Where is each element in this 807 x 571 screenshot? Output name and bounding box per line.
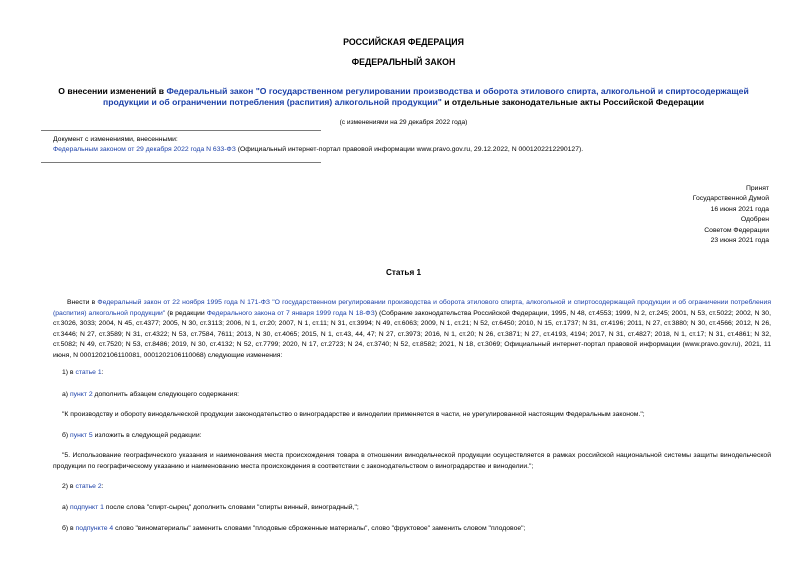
article-2-link[interactable]: статье 2 [75,483,102,490]
item-text: а) [62,504,70,511]
changes-top-divider [41,130,321,131]
item-text: а) [62,391,70,398]
adoption-line: Принят [745,185,769,192]
item-text: дополнить абзацем следующего содержания: [92,391,240,398]
changes-source: (Официальный интернет-портал правовой информации www.pravo.gov.ru, 29.12.2022, N 0001202212290127). [235,146,584,153]
adoption-block [693,184,769,246]
item-2 [62,482,780,493]
article-1-link[interactable]: статье 1 [75,369,102,376]
title-prefix: О внесении изменений в [58,86,167,96]
item-text: б) в [62,525,76,532]
edition-note: (с изменениями на 29 декабря 2022 года) [339,119,468,126]
intro-text: (в редакции [165,309,207,317]
item-1b [62,431,780,442]
intro-text: ) (Собрание законодательства Российской Федерации, 1995, N 48, ст.4553; 1999, N 2, ст.245; 2001, N 53, ст.5022; 2002, N 30, ст.3026, 3033; 2004, N 45, ст.4377; 2005, N 30, ст.3113; 2006, N 1, ст.20; 2007, N 1, ст.11; N 31, ст.3994; N 49, ст.6063; 2009, N 1, ст.21; N 52, ст.6450; 2010, N 15, ст.1737; N 31, ст.4196; 2011, N 27, ст.3880; N 30, ст.4566; 2012, N 26, ст.3446; N 27, ст.3589; N 31, ст.4322; N 53, ст.7584, 7611; 2013, N 30, ст.4065; 2015, N 1, ст.43, 44, 47; N 27, ст.3973; 2016, N 1, ст.20; N 26, ст.3871; N 27, ст.4193, 4194; 2017, N 31, ст.4827; 2018, N 1, ст.17; N 31, ст.4861; N 32, ст.5082; N 49, ст.7520; N 53, ст.8486; 2019, N 30, ст.4132; N 52, ст.7799; 2020, N 17, ст.2723; N 24, ст.3740; N 52, ст.8582; 2021, N 18, ст.3069; Официальный интернет-портал правовой информации (www.pravo.gov.ru), 2021, 11 июня, N 0001202106110081, 0001202106110068) следующие изменения: [53,309,771,359]
adoption-line: 23 июня 2021 года [710,237,769,245]
item-1b-quote: "5. Использование географического указания и наименования места происхождения товара в отношении винодельческой продукции осуществляется в рамках российской национальной системы защиты винодельческой продукции по географическому указанию и наименованию места происхождения в соответствии с законодательством о виноградарстве и виноделии."; [53,452,771,470]
intro-paragraph [53,298,771,361]
item-text: : [101,369,104,376]
item-1a [62,390,780,401]
item-text: : [101,483,104,490]
article-heading: Статья 1 [385,268,422,277]
point-2-link[interactable]: пункт 2 [69,391,93,398]
amending-law-link[interactable]: Федеральным законом от 29 декабря 2022 года N 633-ФЗ [53,146,236,153]
law-171-link[interactable]: Федеральный закон от 22 ноября 1995 года N 171-ФЗ "О государственном регулировании производства и оборота этилового спирта, алкогольной и спиртосодержащей продукции и об ограничении потребления (распития) алкогольной продукции" [53,299,772,317]
item-text: 1) в [62,369,76,376]
item-text: слово "виноматериалы" заменить словами "плодовые сброженные материалы", слово "фруктовое" заменить словом "плодовое"; [113,525,526,532]
adoption-line: Советом Федерации [704,226,769,234]
subpoint-1-link[interactable]: подпункт 1 [69,504,104,511]
adoption-line: 16 июня 2021 года [710,205,769,213]
header-country: РОССИЙСКАЯ ФЕДЕРАЦИЯ [343,37,464,47]
item-text: изложить в следующей редакции: [92,432,202,439]
changes-line [53,146,583,153]
subpoint-4-link[interactable]: подпункте 4 [75,525,114,532]
adoption-line: Государственной Думой [692,195,769,203]
law-18-link[interactable]: Федерального закона от 7 января 1999 года N 18-ФЗ [206,309,375,317]
changes-intro: Документ с изменениями, внесенными: [53,136,178,143]
header-document-kind: ФЕДЕРАЛЬНЫЙ ЗАКОН [351,57,456,67]
document-title [50,86,757,108]
item-1a-quote: "К производству и обороту винодельческой продукции законодательство о виноградарстве и виноделии применяется в части, не урегулированной настоящим Федеральным законом."; [62,411,645,418]
item-2b [62,524,780,535]
title-suffix: и отдельные законодательные акты Российской Федерации [441,97,704,107]
item-text: б) [62,432,71,439]
item-2a [62,503,780,514]
adoption-line: Одобрен [740,216,769,224]
item-1 [62,368,780,379]
point-5-link[interactable]: пункт 5 [70,432,93,439]
changes-bottom-divider [41,162,321,163]
item-text: 2) в [62,483,76,490]
intro-text: Внести в [67,299,98,306]
item-text: после слова "спирт-сырец" дополнить словами "спирты винный, виноградный,"; [103,504,359,511]
title-law-link[interactable]: Федеральный закон "О государственном регулировании производства и оборота этилового спирта, алкогольной и спиртосодержащей продукции и об ограничении потребления (распития) алкогольной продукции" [103,86,749,107]
